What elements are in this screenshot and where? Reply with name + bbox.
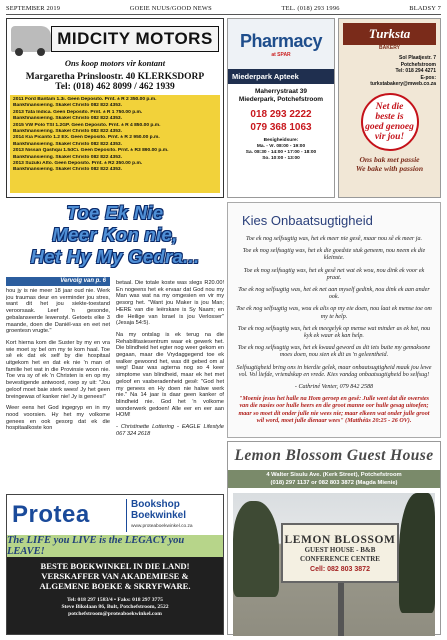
protea-shop-line: Bookshop (131, 498, 180, 510)
sign-tel: Cell: 082 803 3872 (310, 565, 370, 573)
pharmacy-hours-line: Ma. - Vr. 08:00 - 19:00 (256, 144, 306, 149)
guest-house-sign (281, 523, 399, 583)
pharmacy-tel: 018 293 2222 (250, 109, 312, 120)
car-listing-line: Bankfinansiering. Skakel Christo 082 822 4353. (13, 141, 123, 147)
turksta-logo: Turksta (343, 23, 436, 45)
article-column-2 (116, 280, 224, 492)
turksta-slogan (339, 155, 440, 173)
midcity-car-list (10, 95, 220, 193)
kies-paragraph: Toe ek nog selfsugtig was, het ek net aan myself gedink, nou dink ek aan ander ook. (238, 287, 430, 301)
pharmacy-address-line: Maherrystraat 39 (254, 88, 308, 95)
kies-paragraph: Selfsugtigheid bring ons in hierdie gelek, maar onbaatsugtigheid maak jou lewe vol. Vol liefde, vriendskap en vrede. Kies vandag onbaatsugtigheid bo selfsug! (236, 364, 432, 378)
car-listing-line: Bankfinansiering. Skakel Christo 082 822 4353. (13, 129, 123, 135)
turksta-email-label: E-pos: (420, 74, 436, 81)
midcity-address: Margaretha Prinsloostr. 40 KLERKSDORP (25, 72, 205, 82)
kies-title: Kies Onbaatsugtigheid (242, 213, 373, 228)
protea-info-panel (7, 557, 223, 634)
car-listing-line: 2014 Kia Picanto 1.2 EX. Geen Deposito. Prnt. ± R 2 950.00 p.m. (13, 135, 160, 141)
midcity-name: MIDCITY MOTORS (51, 26, 219, 52)
protea-headline-line: BESTE BOEKWINKEL IN DIE LAND! (40, 561, 190, 571)
midcity-tel: Tel: (018) 462 8099 / 462 1939 (55, 82, 175, 92)
header-page-number: BLADSY 7 (409, 5, 441, 12)
pharmacy-logo-word: Pharmacy (239, 30, 323, 51)
guest-house-photo (233, 493, 435, 636)
article-title-line: Het Hy My Gedra... (30, 246, 200, 267)
article-paragraph: betaal. Die totale koste was slegs R20.00! En nogeens het ek ervaar dat God nou my Man was wat na my omgesien en vir my gesorg het. "Want jou Maker is jou Man; HERE van die leërskare is Sy Naam; en die Heilige van Israel is jou Verlosser" (Jesaja 54:5). (116, 280, 224, 327)
pharmacy-address (228, 88, 334, 104)
turksta-email: turkstabakery@mweb.co.za (370, 81, 436, 88)
pharmacy-logo (228, 19, 334, 69)
protea-headline-line: ALGEMENE BOEKE & SKRYFWARE. (39, 581, 191, 591)
sign-post (338, 583, 344, 636)
protea-website: www.proteaboekwinkel.co.za (131, 523, 193, 529)
page-header (6, 3, 441, 15)
pharmacy-hours-line: Sa. 08:30 - 14:00 • 17:00 - 18:00 (245, 150, 317, 155)
article-title (6, 202, 224, 274)
badge-line: beste is (375, 111, 404, 122)
car-listing-line: 2013 Suzuki Alto. Geen Deposito. Prnt. ± R2 350.00 p.m. (13, 161, 143, 167)
lemon-blossom-title: Lemon Blossom Guest House (234, 447, 434, 464)
slogan-line: We bake with passion (355, 163, 424, 173)
protea-legacy-banner: The LIFE you LIVE is the LEGACY you LEAVE! (7, 535, 223, 557)
lemon-phone: (018) 297 1137 or 082 803 3872 (Magda Mienie) (270, 480, 398, 486)
protea-contact-line: Tel: 018 297 1583/4 • Faks: 018 297 3775 (67, 597, 163, 603)
lemon-address: 4 Walter Sisulu Ave. (Kerk Street), Potchefstroom (266, 472, 402, 478)
tree-shape (233, 501, 279, 597)
protea-shop-line: Boekwinkel (131, 509, 187, 521)
car-listing-line: 2015 VW Polo TSI 1.2GP. Geen Deposito. Prnt. ± R 4 850.00 p.m. (13, 122, 161, 128)
pharmacy-ad[interactable] (227, 18, 335, 198)
header-publication: GOEIE NUUS/GOOD NEWS (129, 5, 212, 12)
header-tel: TEL. (018) 293 1996 (281, 5, 340, 12)
article-author: - Christinette Lottering - EAGLE Lifestyle 067 324 2618 (116, 424, 224, 437)
pharmacy-hours (228, 138, 334, 162)
midcity-logo (11, 22, 219, 56)
sign-line: CONFERENCE CENTRE (300, 554, 380, 563)
protea-header (7, 495, 223, 535)
kies-paragraph: Toe ek nog selfsugtig was, het ek kwaad geword as dit iets buite my gemaksone moes doen, nou sien ek dit as 'n geleentheid. (237, 345, 431, 359)
turksta-badge (361, 93, 419, 151)
car-listing-line: Bankfinansiering. Skakel Christo 082 822 4353. (13, 167, 123, 173)
pharmacy-cell: 079 368 1063 (250, 122, 312, 133)
badge-line: Net die (375, 101, 404, 112)
pharmacy-hours-line: So. 10:00 - 13:00 (262, 156, 300, 161)
pharmacy-logo-sub: at SPAR (271, 51, 291, 58)
article-paragraph: Weer eens het God ingegryp en in my nood voorsien. Hy het my volkome genees en ook gesorg dat ek die hospitaalkoste kon (6, 405, 110, 432)
lemon-blossom-ad[interactable] (227, 441, 441, 635)
turksta-address-line: Potchefstroom (400, 61, 436, 68)
protea-shop-label (126, 499, 218, 532)
protea-headline (13, 561, 217, 591)
badge-line: vir jou! (374, 131, 405, 142)
sign-line: GUEST HOUSE - B&B (304, 545, 376, 554)
car-listing-line: 2013 Nissan Qashqai 1.5dCi. Geen Deposito. Prnt. ± R3 890.00 p.m. (13, 148, 169, 154)
car-listing-line: Bankfinansiering. Skakel Christo 082 822 4353. (13, 154, 123, 160)
header-month: SEPTEMBER 2019 (6, 5, 61, 12)
kies-paragraph: Toe ek nog selfsugtig was, het ek die goedste stuk geneem, nou neem ek die kleinste. (242, 248, 426, 262)
kies-author: - Cathriné Venter, 079 842 2588 (294, 384, 374, 391)
kies-paragraph: Toe ek nog selfsugtig was, het ek meer nie gesê, maar nou sê ek meer ja. (245, 236, 423, 242)
midcity-motors-ad[interactable] (6, 18, 224, 198)
continued-label: Vervolg van p. 6 (6, 277, 110, 286)
article-title-line: Meer Kon nie, (52, 224, 178, 245)
article-title-line: Toe Ek Nie (66, 202, 164, 223)
protea-contact (13, 597, 217, 618)
kies-verse: "Moenie jesus het halle na Hom geroep en gesê: Julle weet dat die owerstes van die nasies oor hulle heers en die groot manne oor hulle gesag uitoefen; maar so moet dit onder julle nie wees nie; maar elkeen wat onder julle groot wil word, moet julle dienaar wees" (Matthéüs 20:25 - 26 OV). (238, 396, 430, 424)
protea-contact-line: Steve Bikolaan 86, Bult, Potchefstroom, 2522 (61, 604, 169, 610)
slogan-line: Ons bak met passie (359, 154, 420, 164)
kies-paragraph: Toe ek nog selfsugtig was, het ek meegelyk op mense wat minder as ek het, nou kyk ek waar ek kan help. (237, 325, 431, 340)
turksta-address-line: Sol Plaatjestr. 7 (399, 55, 436, 61)
article-column-1 (6, 288, 110, 490)
car-listing-line: Bankfinansiering. Skakel Christo 082 822 4353. (13, 103, 123, 109)
car-listing-line: 2011 Ford Bantam 1.3i. Geen Deposito. Prnt. ± R 2 350.00 p.m. (13, 97, 157, 102)
article-paragraph: Na my ontslag is ek terug na die Rehabilitasiesentrum waar ek gewerk het. Die blindheid het egter nog weer gekom en gegaan, maar die Vrydaggegend toe ek walker gewoond het, was dit gebed om al weg! Daar was agterna nog so 4 keer simptome van blindheid, maar ek het met geloof en vasberadenheid gesê: "God het my genees en Hy doen nie halwe werk nie." Na 14 jaar is daar geen kanker of blindheid nie. God het 'n volkome wonderwerk gedoen! Alle eer en eer aan HOM! (116, 331, 224, 419)
article-paragraph: Kort hierna kom die Suster by my en vra wie moet sy bel om my te kom haal. Toe sê ek dat ek self by die hospitaal uitgekom het en dat ek nie 'n man of familie het wat in die Provinsie woon nie. Toe vra sy of ek 'n Christen is en op my bevestigende antwoord, roep sy uit: "Jou geloof moet baie sterk wees! Jy het geen breingewas of kanker nie! Jy is genees!" (6, 339, 110, 400)
kies-onbaatsugtigheid-box (227, 202, 441, 438)
kies-paragraph: Toe ek nog selfsugtig was, wou ek alis op my eie doen, nou laat ek mense toe om my te help. (236, 306, 432, 320)
pharmacy-address-line: Miederpark, Potchefstroom (238, 96, 324, 103)
car-listing-line: 2013 Tata Indica. Geen Deposito. Prnt. ± R 1 750.00 p.m. (13, 109, 143, 115)
tree-shape (399, 493, 435, 613)
turksta-contact (339, 55, 440, 88)
protea-email: potchefstroom@proteaboekwinkel.com (68, 611, 162, 617)
article-paragraph: hou jy is nie meer 18 jaar oud nie. Werk jou traumas deur en verminder jou stres, want dit het jou siekte-toestand veroorsaak. Leef 'n gesonde, gebalanseerde lewenstyl. Getoets elke 3 maande, doen die Daniël-vas en eet net groentesn vrugte." (6, 288, 110, 335)
kies-body (236, 236, 432, 425)
car-listing-line: Bankfinansiering. Skakel Christo 082 822 4353. (13, 116, 123, 122)
lemon-blossom-contact (228, 470, 440, 488)
badge-line: goed genoeg (365, 121, 414, 132)
midcity-slogan: Ons koop motors vir kontant (64, 58, 166, 68)
kies-paragraph: Toe ek nog selfsugtig was, het ek gesê net wat ek wou, nou dink ek voor ek praat. (243, 267, 425, 281)
vintage-car-icon (11, 26, 51, 52)
pharmacy-name: Miederpark Apteek (228, 69, 334, 84)
protea-headline-line: VERSKAFFER VAN AKADEMIESE & (41, 571, 189, 581)
turksta-bakery-ad[interactable] (338, 18, 441, 198)
turksta-bakery-label: BAKERY (379, 45, 400, 51)
sign-line: LEMON BLOSSOM (284, 533, 396, 546)
turksta-tel: Tel: 018 294 4271 (395, 68, 436, 75)
pharmacy-phones (228, 108, 334, 134)
pharmacy-hours-title: Besigheidsure: (263, 138, 299, 143)
protea-logo: Protea (12, 501, 90, 528)
protea-bookshop-ad[interactable] (6, 494, 224, 635)
